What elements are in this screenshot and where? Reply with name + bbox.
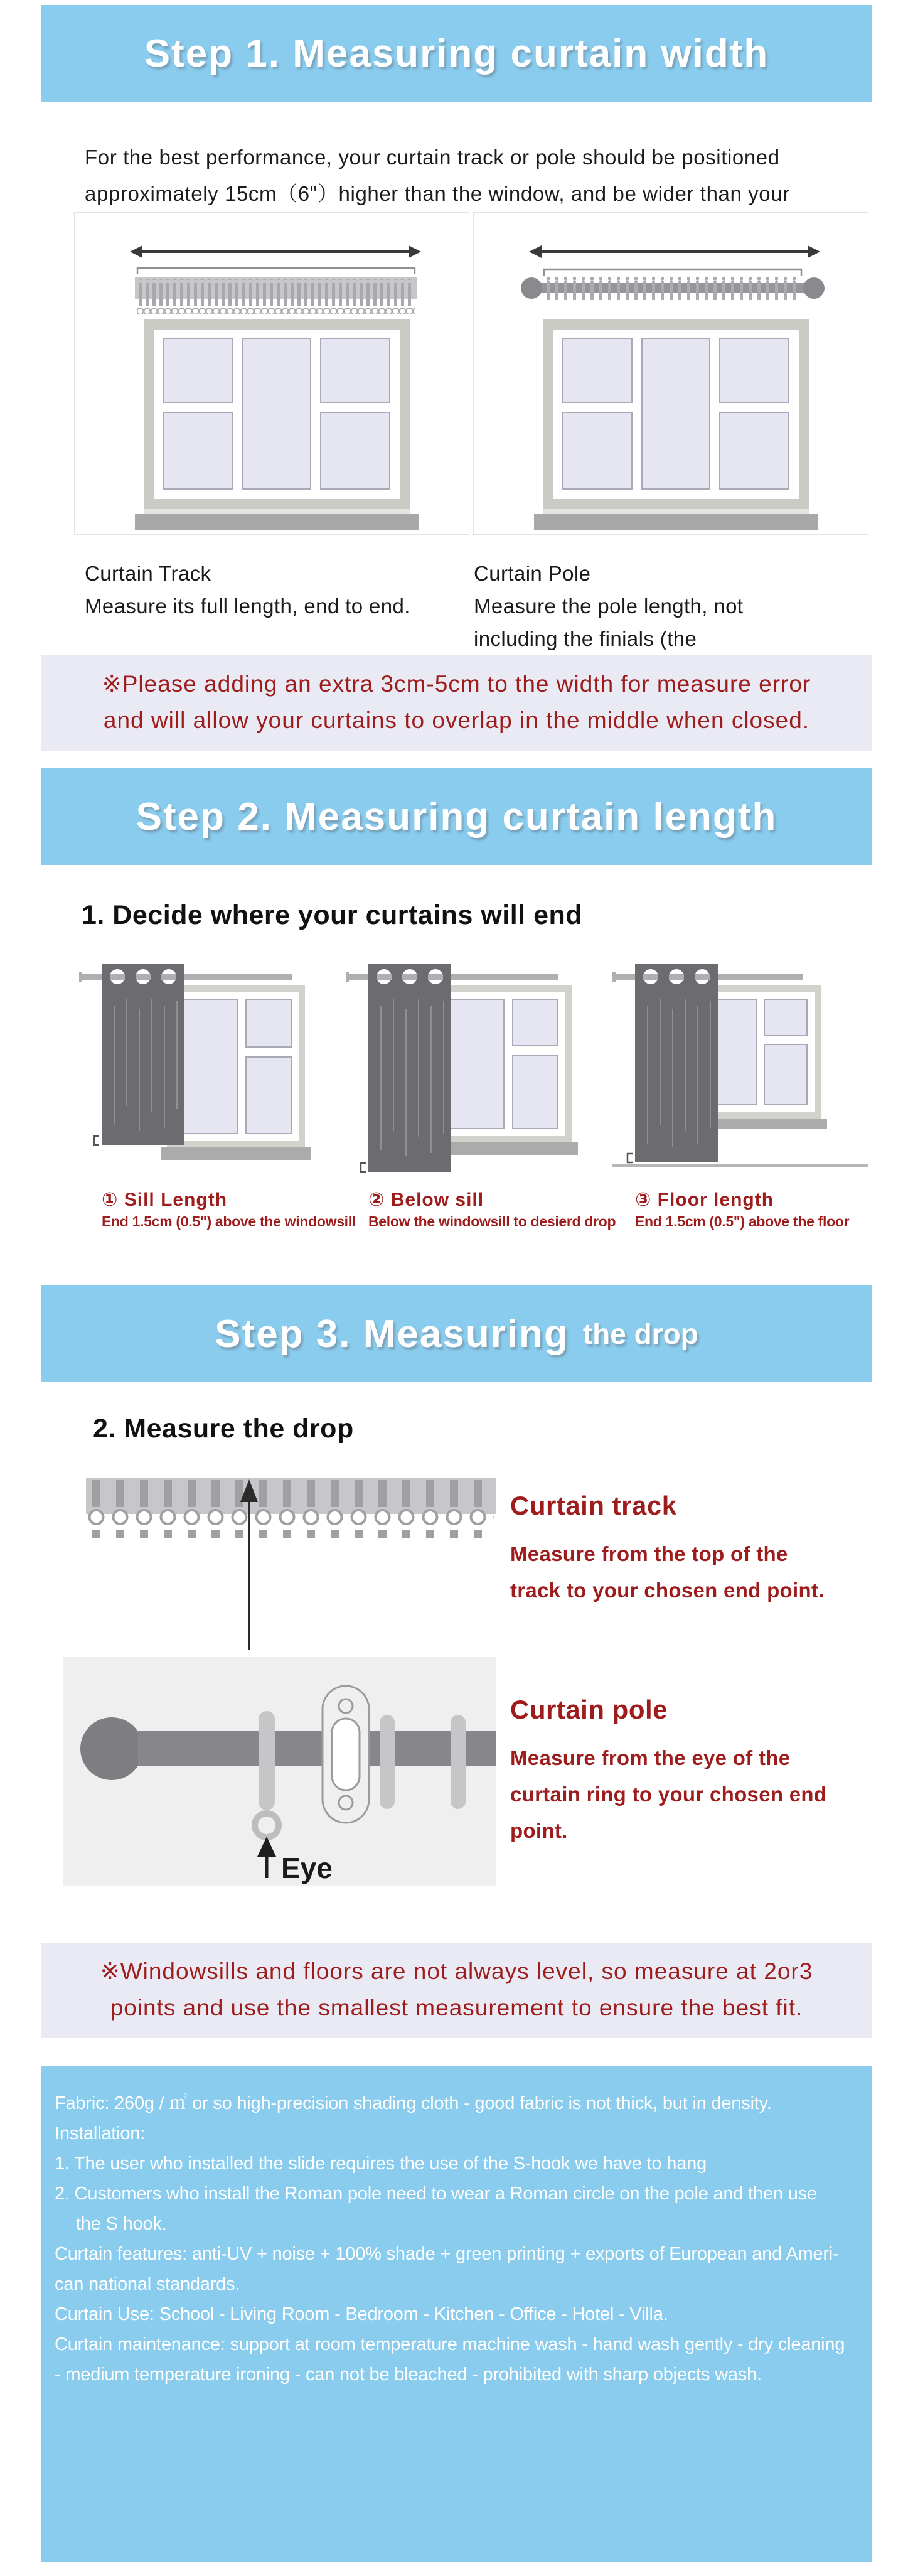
level-note-line-2: points and use the smallest measurement to ensure the best fit. xyxy=(110,1995,803,2021)
curtain-pole-graphic xyxy=(521,277,825,300)
track-drop-body-2: track to your chosen end point. xyxy=(510,1579,825,1602)
curtain-track-drop-graphic xyxy=(85,1472,499,1654)
pole-drop-title: Curtain pole xyxy=(510,1695,668,1724)
curtain-pole-drop-graphic xyxy=(63,1657,496,1886)
track-caption-title: Curtain Track xyxy=(85,562,211,585)
pole-caption-body-2: including the finials (the xyxy=(474,627,697,650)
track-drop-title: Curtain track xyxy=(510,1491,677,1520)
pole-drop-text xyxy=(510,1695,826,1849)
pole-length-bracket xyxy=(544,269,801,276)
window-sill xyxy=(161,1147,311,1160)
curtain-graphic xyxy=(102,964,184,1145)
curtain-track-window-graphic xyxy=(75,213,469,534)
track-drop-section xyxy=(0,1472,908,1657)
curtain-graphic xyxy=(635,964,718,1162)
width-arrow-icon xyxy=(529,245,820,258)
end-point-bracket xyxy=(628,1154,633,1162)
grommets xyxy=(377,969,443,984)
step3-banner-title: Step 3. Measuring xyxy=(215,1312,569,1356)
track-length-bracket xyxy=(137,268,415,274)
pole-drop-body-3: point. xyxy=(510,1819,568,1842)
grommets xyxy=(110,969,176,984)
floor-length-graphic xyxy=(609,955,872,1178)
track-drop-text xyxy=(510,1491,825,1609)
step1-banner xyxy=(41,5,872,102)
length-options-row xyxy=(75,955,908,1230)
info-line-install-2: 2. Customers who install the Roman pole need to wear a Roman circle on the pole and then use xyxy=(55,2184,817,2204)
eye-label: Eye xyxy=(281,1852,333,1884)
width-diagrams-row xyxy=(74,212,908,535)
step2-banner-title: Step 2. Measuring curtain length xyxy=(136,795,777,839)
width-note-line-1: ※Please adding an extra 3cm-5cm to the width for measure error xyxy=(102,671,811,697)
below-sill-graphic xyxy=(342,955,606,1178)
grommets xyxy=(643,969,710,984)
pole-drop-section xyxy=(0,1657,908,1886)
option-desc-sill: End 1.5cm (0.5") above the windowsill xyxy=(102,1213,356,1230)
option-desc-below-sill: Below the windowsill to desierd drop xyxy=(368,1213,616,1230)
decide-heading: 1. Decide where your curtains will end xyxy=(82,900,583,930)
intro-line-2: approximately 15cm（6"）higher than the window, and be wider than your xyxy=(85,182,790,205)
pole-drop-body-2: curtain ring to your chosen end xyxy=(510,1783,827,1806)
step1-banner-title: Step 1. Measuring curtain width xyxy=(144,31,769,75)
eye-arrow-icon xyxy=(257,1837,276,1878)
pole-drop-body xyxy=(510,1740,826,1849)
wall-bracket xyxy=(323,1686,369,1823)
step2-banner xyxy=(41,768,872,865)
track-drop-body-1: Measure from the top of the xyxy=(510,1542,788,1565)
level-note xyxy=(41,1943,872,2038)
width-note xyxy=(41,655,872,751)
width-diagram-captions xyxy=(0,557,908,655)
step3-banner-subtitle: the drop xyxy=(582,1318,698,1350)
ring-eye xyxy=(255,1813,279,1837)
info-line-features-2: can national standards. xyxy=(55,2274,240,2294)
info-line-maintenance: Curtain maintenance: support at room temperature machine wash - hand wash gently - dry cleaning xyxy=(55,2334,845,2354)
info-line-installation: Installation: xyxy=(55,2123,146,2144)
track-caption xyxy=(85,557,474,655)
window-board xyxy=(543,509,809,514)
pole-finial-left xyxy=(521,277,542,299)
pole-finial-right xyxy=(803,277,825,299)
pole-bar xyxy=(138,1731,496,1766)
info-line-maintenance-2: - medium temperature ironing - can not be bleached - prohibited with sharp objects wash. xyxy=(55,2364,762,2385)
end-point-bracket xyxy=(94,1136,99,1145)
pole-caption xyxy=(474,557,908,655)
curtain-track-diagram-box xyxy=(74,212,469,535)
info-block xyxy=(41,2066,872,2562)
window-graphic xyxy=(534,319,818,530)
measure-drop-heading: 2. Measure the drop xyxy=(93,1414,354,1444)
pole-caption-title: Curtain Pole xyxy=(474,562,591,585)
option-title-below-sill: ② Below sill xyxy=(368,1189,484,1210)
curtain-graphic xyxy=(368,964,451,1172)
pole-caption-body-1: Measure the pole length, not xyxy=(474,594,744,618)
intro-line-1: For the best performance, your curtain track or pole should be positioned xyxy=(85,146,780,169)
intro-paragraph xyxy=(85,139,870,212)
info-line-use: Curtain Use: School - Living Room - Bedroom - Kitchen - Office - Hotel - Villa. xyxy=(55,2304,668,2324)
info-line-features: Curtain features: anti-UV + noise + 100% shade + green printing + exports of European and Ameri- xyxy=(55,2244,839,2264)
curtain-track-graphic xyxy=(135,277,417,314)
curtain-pole-diagram-box xyxy=(473,212,868,535)
option-desc-floor: End 1.5cm (0.5") above the floor xyxy=(635,1213,850,1230)
track-drop-body xyxy=(510,1536,825,1609)
option-sill-length xyxy=(75,955,356,1230)
option-title-floor: ③ Floor length xyxy=(635,1189,774,1210)
window-sill xyxy=(135,514,419,530)
curtain-pole-window-graphic xyxy=(474,213,868,534)
option-below-sill xyxy=(342,955,616,1230)
window-board xyxy=(144,509,410,514)
width-note-line-2: and will allow your curtains to overlap in the middle when closed. xyxy=(103,707,810,733)
floor-line xyxy=(612,1164,868,1167)
info-line-install-1: 1. The user who installed the slide requires the use of the S-hook we have to hang xyxy=(55,2154,707,2174)
step3-banner xyxy=(41,1285,872,1382)
info-line-install-2b: the S hook. xyxy=(76,2214,167,2234)
option-title-sill: ① Sill Length xyxy=(102,1189,228,1210)
window-graphic xyxy=(135,319,419,530)
pole-photo-box xyxy=(63,1657,496,1886)
end-point-bracket xyxy=(361,1163,366,1172)
width-arrow-icon xyxy=(130,245,421,258)
track-caption-body: Measure its full length, end to end. xyxy=(85,594,410,618)
window-sill xyxy=(534,514,818,530)
option-floor-length xyxy=(609,955,875,1230)
sill-length-graphic xyxy=(75,955,339,1178)
info-line-fabric: Fabric: 260g / ㎡ or so high-precision shading cloth - good fabric is not thick, but in density. xyxy=(55,2093,772,2113)
pole-drop-body-1: Measure from the eye of the xyxy=(510,1746,791,1769)
track-hooks xyxy=(88,1480,494,1538)
level-note-line-1: ※Windowsills and floors are not always level, so measure at 2or3 xyxy=(100,1958,813,1984)
